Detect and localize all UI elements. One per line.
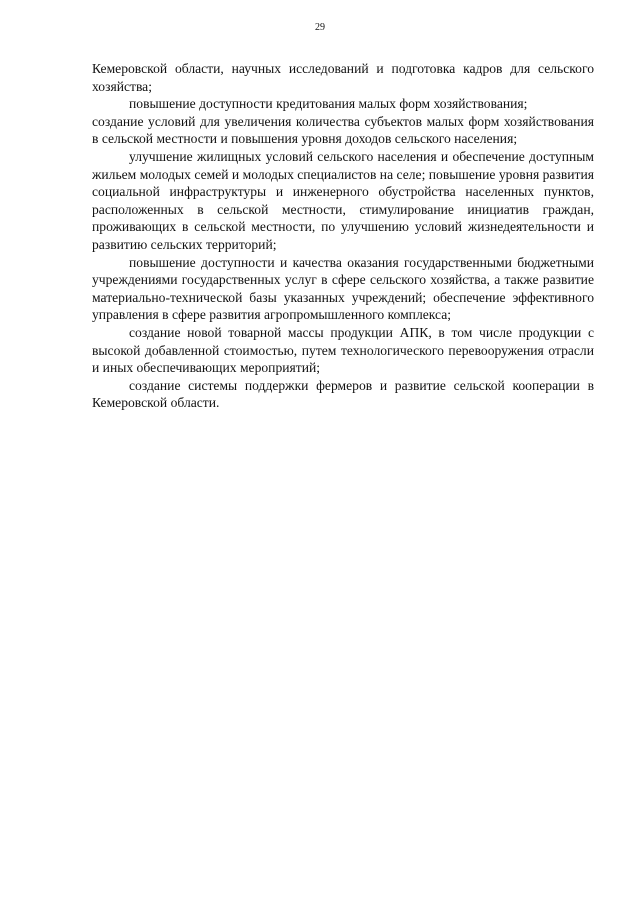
- paragraph-5: повышение доступности и качества оказания государственными бюджетными учреждениями государственных услуг в сфере сельского хозяйства, а также развитие материально-технической базы указанных учреждений; обеспечение эффективного управления в сфере развития агропромышленного комплекса;: [92, 254, 594, 323]
- paragraph-1: Кемеровской области, научных исследований и подготовка кадров для сельского хозяйства;: [92, 61, 594, 94]
- paragraph-6: создание новой товарной массы продукции АПК, в том числе продукции с высокой добавленной стоимостью, путем технологического перевооружения отрасли и иных обеспечивающих мероприятий;: [92, 324, 594, 376]
- paragraph-4: улучшение жилищных условий сельского населения и обеспечение доступным жильем молодых семей и молодых специалистов на селе; повышение уровня развития социальной инфраструктуры и инженерного обустройства населенных пунктов, расположенных в сельской местности, стимулирование инициатив граждан, проживающих в сельской местности, по улучшению условий жизнедеятельности и развитию сельских территорий;: [92, 148, 594, 252]
- paragraph-7: создание системы поддержки фермеров и развитие сельской кооперации в Кемеровской области.: [92, 377, 594, 411]
- paragraph-2: повышение доступности кредитования малых форм хозяйствования;: [129, 96, 528, 112]
- page-number: 29: [315, 22, 325, 33]
- body-text: [92, 60, 594, 412]
- paragraph-3: создание условий для увеличения количества субъектов малых форм хозяйствования в сельской местности и повышения уровня доходов сельского населения;: [92, 113, 594, 147]
